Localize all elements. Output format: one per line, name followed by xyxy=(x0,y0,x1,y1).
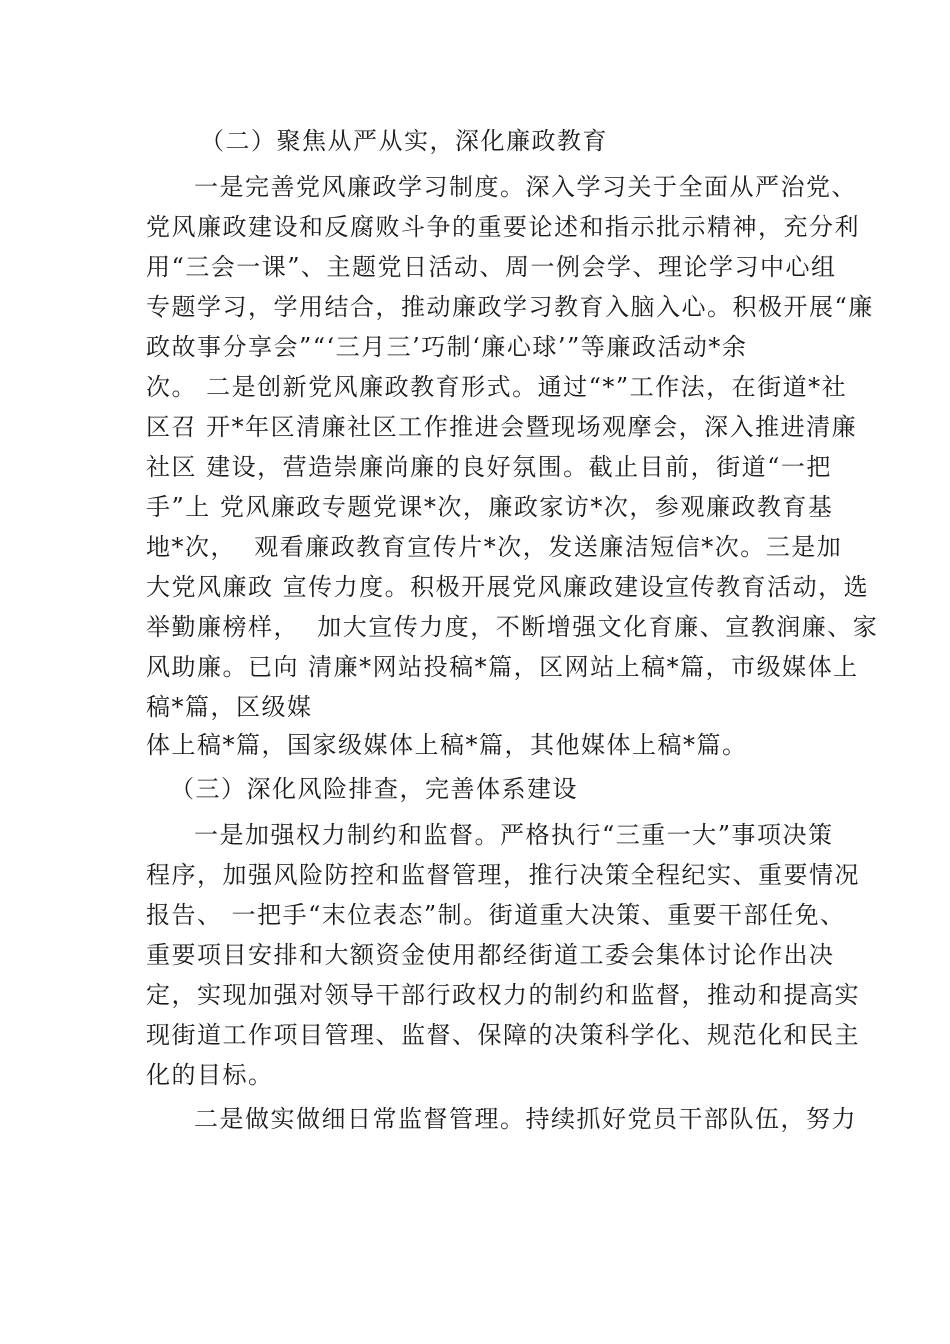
paragraph-line: 举勤廉榜样， 加大宣传力度，不断增强文化育廉、宣教润廉、家 xyxy=(146,613,879,641)
paragraph-line: 手”上 党风廉政专题党课*次，廉政家访*次，参观廉政教育基 xyxy=(146,493,834,521)
paragraph-line: 二是做实做细日常监督管理。持续抓好党员干部队伍，努力 xyxy=(194,1105,857,1133)
paragraph-line: 区召 开*年区清廉社区工作推进会暨现场观摩会，深入推进清廉 xyxy=(146,413,858,441)
paragraph-line: 社区 建设，营造崇廉尚廉的良好氛围。截止目前，街道“一把 xyxy=(146,453,832,481)
paragraph-line: 程序，加强风险防控和监督管理，推行决策全程纪实、重要情况 xyxy=(146,861,860,889)
paragraph-line: 定，实现加强对领导干部行政权力的制约和监督，推动和提高实 xyxy=(146,981,860,1009)
paragraph-line: 化的目标。 xyxy=(146,1061,274,1089)
section-heading-3: （三）深化风险排查，完善体系建设 xyxy=(170,775,578,803)
paragraph-line: 报告、 一把手“末位表态”制。街道重大决策、重要干部任免、 xyxy=(146,901,846,929)
paragraph-line: 重要项目安排和大额资金使用都经街道工委会集体讨论作出决 xyxy=(146,941,835,969)
paragraph-line: 稿*篇，区级媒 xyxy=(146,693,313,721)
paragraph-line: 地*次， 观看廉政教育宣传片*次，发送廉洁短信*次。三是加 xyxy=(146,533,843,561)
paragraph-line: 一是完善党风廉政学习制度。深入学习关于全面从严治党、 xyxy=(194,173,857,201)
paragraph-line: 体上稿*篇，国家级媒体上稿*篇，其他媒体上稿*篇。 xyxy=(146,731,748,759)
paragraph-line: 党风廉政建设和反腐败斗争的重要论述和指示批示精神，充分利 xyxy=(146,213,860,241)
paragraph-line: 风助廉。已向 清廉*网站投稿*篇，区网站上稿*篇，市级媒体上 xyxy=(146,653,859,681)
paragraph-line: 一是加强权力制约和监督。严格执行“三重一大”事项决策 xyxy=(194,821,834,849)
paragraph-line: 现街道工作项目管理、监督、保障的决策科学化、规范化和民主 xyxy=(146,1021,860,1049)
paragraph-line: 大党风廉政 宣传力度。积极开展党风廉政建设宣传教育活动，选 xyxy=(146,573,870,601)
paragraph-line: 专题学习，学用结合，推动廉政学习教育入脑入心。积极开展“廉 xyxy=(146,293,874,321)
section-heading-2: （二）聚焦从严从实，深化廉政教育 xyxy=(200,127,608,155)
paragraph-line: 用“三会一课”、主题党日活动、周一例会学、理论学习中心组 xyxy=(146,253,837,281)
paragraph-line: 次。 二是创新党风廉政教育形式。通过“*”工作法，在街道*社 xyxy=(146,373,848,401)
paragraph-line: 政故事分享会”“‘三月三’巧制‘廉心球’”等廉政活动*余 xyxy=(146,333,748,361)
